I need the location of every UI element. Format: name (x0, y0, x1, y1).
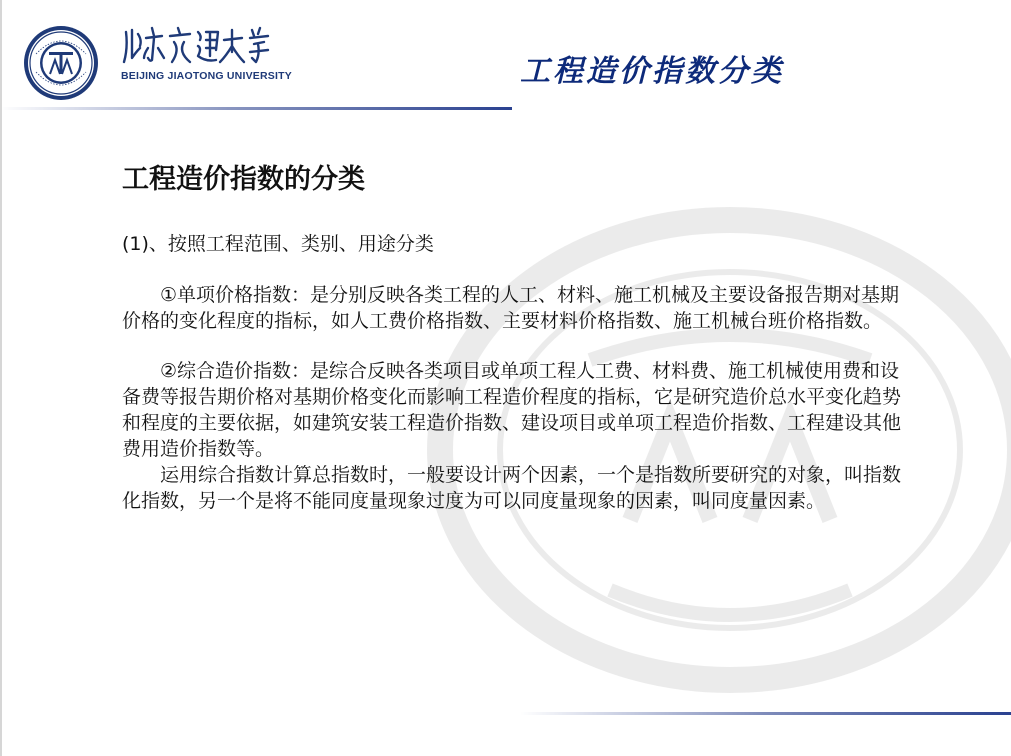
paragraph-single-price-index: ①单项价格指数：是分别反映各类工程的人工、材料、施工机械及主要设备报告期对基期价格的变化程度的指标，如人工费价格指数、主要材料价格指数、施工机械台班价格指数。 (122, 284, 900, 332)
section-heading: 工程造价指数的分类 (122, 164, 365, 195)
classification-subheading: (1)、按照工程范围、类别、用途分类 (122, 233, 434, 255)
footer-divider (520, 712, 1011, 715)
slide-content (122, 160, 912, 514)
paragraph-composite-cost-index: ②综合造价指数：是综合反映各类项目或单项工程人工费、材料费、施工机械使用费和设备费等报告期价格对基期价格变化而影响工程造价程度的指标，它是研究造价总水平变化趋势和程度的主要依据，如建筑安装工程造价指数、建设项目或单项工程造价指数、工程建设其他费用造价指数等。 (122, 360, 902, 460)
slide-header-title: 工程造价指数分类 (520, 54, 784, 89)
university-seal-logo (22, 24, 100, 102)
university-calligraphy-logo (120, 22, 270, 68)
university-name-en: BEIJING JIAOTONG UNIVERSITY (121, 70, 292, 82)
paragraph-composite-index-factors: 运用综合指数计算总指数时，一般要设计两个因素，一个是指数所要研究的对象，叫指数化指数，另一个是将不能同度量现象过度为可以同度量现象的因素，叫同度量因素。 (122, 464, 902, 512)
header-divider (0, 107, 512, 110)
slide-left-edge (0, 0, 2, 756)
